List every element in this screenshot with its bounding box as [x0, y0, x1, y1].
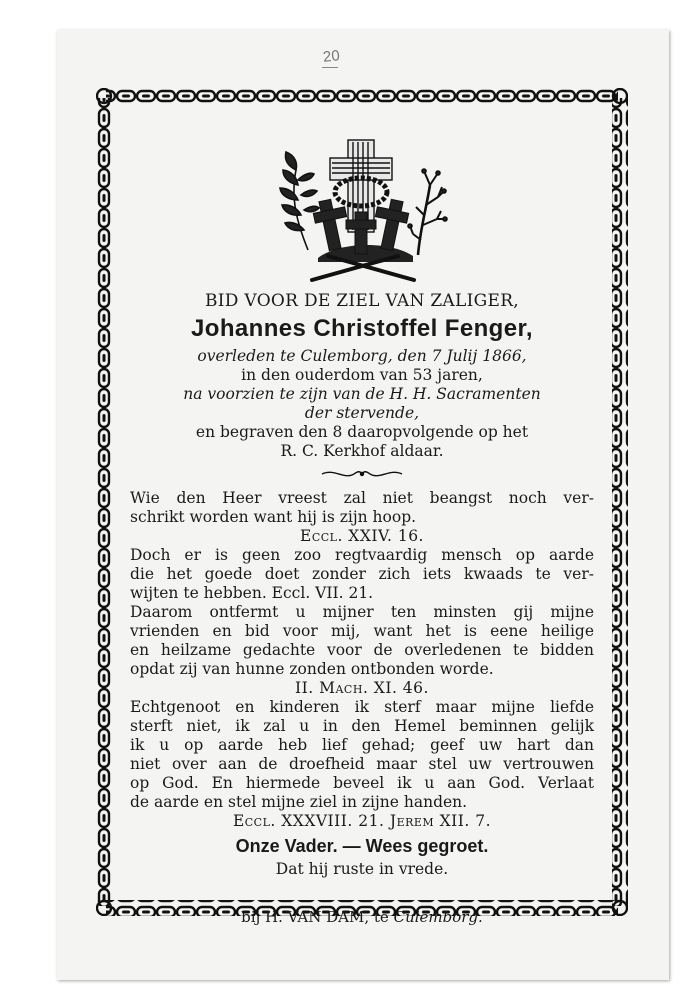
divider-ornament	[320, 467, 404, 481]
verse-line: Wie den Heer vreest zal niet beangst noch ver-	[130, 489, 594, 507]
prayer-heading: BID VOOR DE ZIEL VAN ZALIGER,	[204, 291, 520, 311]
verse-line: schrikt worden want hij is zijn hoop.	[130, 508, 417, 526]
prayers-line: Onze Vader. — Wees gegroet.	[235, 836, 489, 856]
closing-line: Dat hij ruste in vrede.	[275, 860, 449, 878]
memorial-text	[130, 292, 594, 879]
verse-line: en heilzame gedachte voor de overledenen te bidden	[130, 641, 594, 659]
scripture-block	[130, 489, 594, 831]
deceased-name: Johannes Christoffel Fenger,	[191, 315, 533, 342]
printer-imprint	[130, 908, 594, 926]
verse-line: wijten te hebben. Eccl. VII. 21.	[130, 584, 374, 602]
scripture-reference: Eccl. XXIV. 16.	[300, 527, 424, 545]
death-details: overleden te Culemborg, den 7 Julij 1866,	[197, 347, 527, 365]
verse-line: op God. En hiermede beveel ik u aan God. Verlaat	[130, 774, 594, 792]
verse-line: Doch er is geen zoo regtvaardig mensch op aarde	[130, 546, 594, 564]
scripture-reference: II. Mach. XI. 46.	[295, 679, 429, 697]
pencil-annotation: 20	[322, 47, 341, 66]
age-details: in den ouderdom van 53 jaren,	[241, 366, 483, 384]
cemetery-details: R. C. Kerkhof aldaar.	[280, 442, 444, 460]
sacraments-line-2: der stervende,	[304, 404, 420, 422]
scripture-reference: Eccl. XXXVIII. 21. Jerem XII. 7.	[232, 812, 492, 830]
burial-details: en begraven den 8 daaropvolgende op het	[195, 423, 529, 441]
printer-city: Culemborg.	[393, 908, 483, 926]
verse-line: Daarom ontfermt u mijner ten minsten gij mijne	[130, 603, 594, 621]
printer-name: bij H. VAN DAM, te	[241, 908, 389, 926]
verse-line: vrienden en bid voor mij, want het is eene heilige	[130, 622, 594, 640]
verse-line: ik u op aarde heb lief gehad; geef uw hart dan	[130, 736, 594, 754]
memorial-cross-emblem	[268, 130, 458, 282]
pencil-underline	[322, 67, 338, 68]
verse-line: opdat zij van hunne zonden ontbonden worde.	[130, 660, 494, 678]
verse-line: Echtgenoot en kinderen ik sterf maar mijne liefde	[130, 698, 594, 716]
verse-line: die het goede doet zonder zich iets kwaads te ver-	[130, 565, 594, 583]
verse-line: niet over aan de droefheid maar stel uw vertrouwen	[130, 755, 594, 773]
verse-line: sterft niet, ik zal u in den Hemel beminnen gelijk	[130, 717, 594, 735]
verse-line: de aarde en stel mijne ziel in zijne handen.	[130, 793, 468, 811]
sacraments-line-1: na voorzien te zijn van de H. H. Sacramenten	[183, 385, 541, 403]
